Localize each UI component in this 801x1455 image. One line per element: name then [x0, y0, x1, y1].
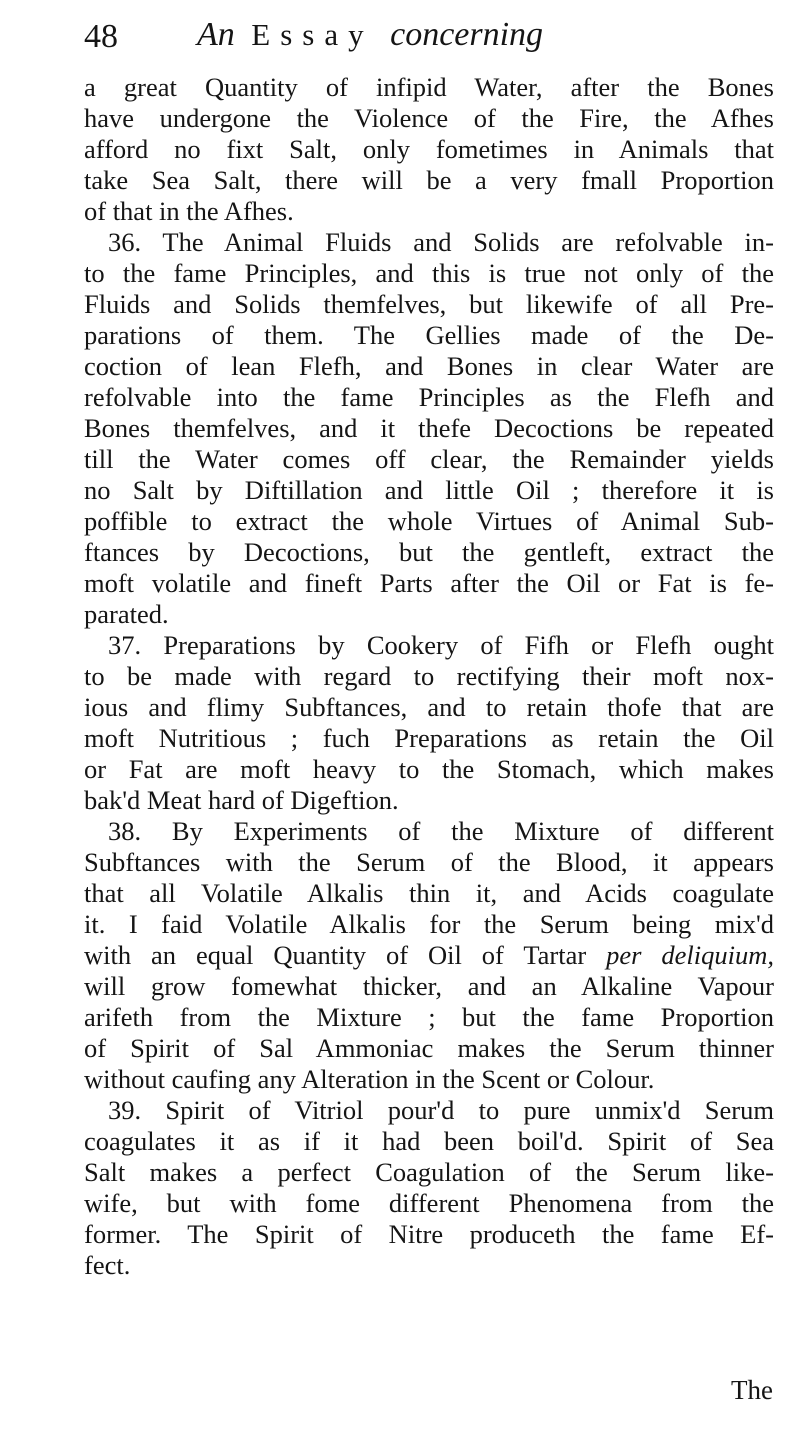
text-line: Subftances with the Serum of the Blood, it appears	[84, 847, 774, 877]
running-title-an: An	[197, 16, 235, 53]
text-line: bak'd Meat hard of Digeftion.	[84, 785, 399, 815]
text-line: wife, but with fome different Phenomena from the	[84, 1188, 774, 1218]
text-line: that all Volatile Alkalis thin it, and Acids coagulate	[84, 878, 774, 908]
italic-phrase-per-deliquium: per deliquium,	[606, 940, 775, 970]
text-line: parations of them. The Gellies made of the De-	[84, 320, 774, 350]
text-line: will grow fomewhat thicker, and an Alkaline Vapour	[84, 971, 774, 1001]
text-line: to the fame Principles, and this is true not only of the	[84, 258, 774, 288]
text-line: Salt makes a perfect Coagulation of the Serum like-	[84, 1157, 774, 1187]
paragraph-38-start: 38. By Experiments of the Mixture of different	[108, 816, 774, 846]
text-line: of Spirit of Sal Ammoniac makes the Serum thinner	[84, 1033, 774, 1063]
text-line: it. I faid Volatile Alkalis for the Serum being mix'd	[84, 909, 774, 939]
paragraph-36-start: 36. The Animal Fluids and Solids are refolvable in-	[108, 227, 774, 257]
text-line: coagulates it as if it had been boil'd. Spirit of Sea	[84, 1126, 774, 1156]
running-header	[84, 16, 724, 60]
paragraph-37-start: 37. Preparations by Cookery of Fifh or Flefh ought	[108, 630, 774, 660]
text-line: to be made with regard to rectifying their moft nox-	[84, 661, 774, 691]
text-line: moft volatile and fineft Parts after the Oil or Fat is fe-	[84, 568, 774, 598]
running-title-essay: Essay	[251, 17, 374, 52]
text-line: afford no fixt Salt, only fometimes in Animals that	[84, 134, 774, 164]
text-line: former. The Spirit of Nitre produceth the fame Ef-	[84, 1219, 774, 1249]
text-line: have undergone the Violence of the Fire, the Afhes	[84, 103, 774, 133]
page-number: 48	[84, 18, 118, 55]
text-line: of that in the Afhes.	[84, 196, 294, 226]
text-line: without caufing any Alteration in the Scent or Colour.	[84, 1064, 655, 1094]
text-line: a great Quantity of infipid Water, after the Bones	[84, 72, 774, 102]
text-line: ftances by Decoctions, but the gentleft, extract the	[84, 537, 774, 567]
paragraph-39-start: 39. Spirit of Vitriol pour'd to pure unmix'd Serum	[108, 1095, 774, 1125]
running-title	[197, 16, 543, 54]
text-line: moft Nutritious ; fuch Preparations as retain the Oil	[84, 723, 774, 753]
text-line: Fluids and Solids themfelves, but likewife of all Pre-	[84, 289, 774, 319]
text-line-roman-part: with an equal Quantity of Oil of Tartar	[84, 940, 587, 970]
text-line: Bones themfelves, and it thefe Decoctions be repeated	[84, 413, 774, 443]
text-line: refolvable into the fame Principles as the Flefh and	[84, 382, 774, 412]
catchword: The	[731, 1375, 773, 1405]
running-title-concerning: concerning	[390, 16, 544, 53]
text-line: coction of lean Flefh, and Bones in clear Water are	[84, 351, 774, 381]
text-line: till the Water comes off clear, the Remainder yields	[84, 444, 774, 474]
text-line: parated.	[84, 599, 169, 629]
text-line: poffible to extract the whole Virtues of Animal Sub-	[84, 506, 774, 536]
text-line: no Salt by Diftillation and little Oil ; therefore it is	[84, 475, 774, 505]
text-line: take Sea Salt, there will be a very fmall Proportion	[84, 165, 774, 195]
text-line: fect.	[84, 1250, 131, 1280]
text-line: arifeth from the Mixture ; but the fame Proportion	[84, 1002, 774, 1032]
text-line: ious and flimy Subftances, and to retain thofe that are	[84, 692, 774, 722]
body-text	[84, 72, 774, 1281]
text-line-with-italic	[84, 940, 774, 971]
text-line: or Fat are moft heavy to the Stomach, which makes	[84, 754, 774, 784]
